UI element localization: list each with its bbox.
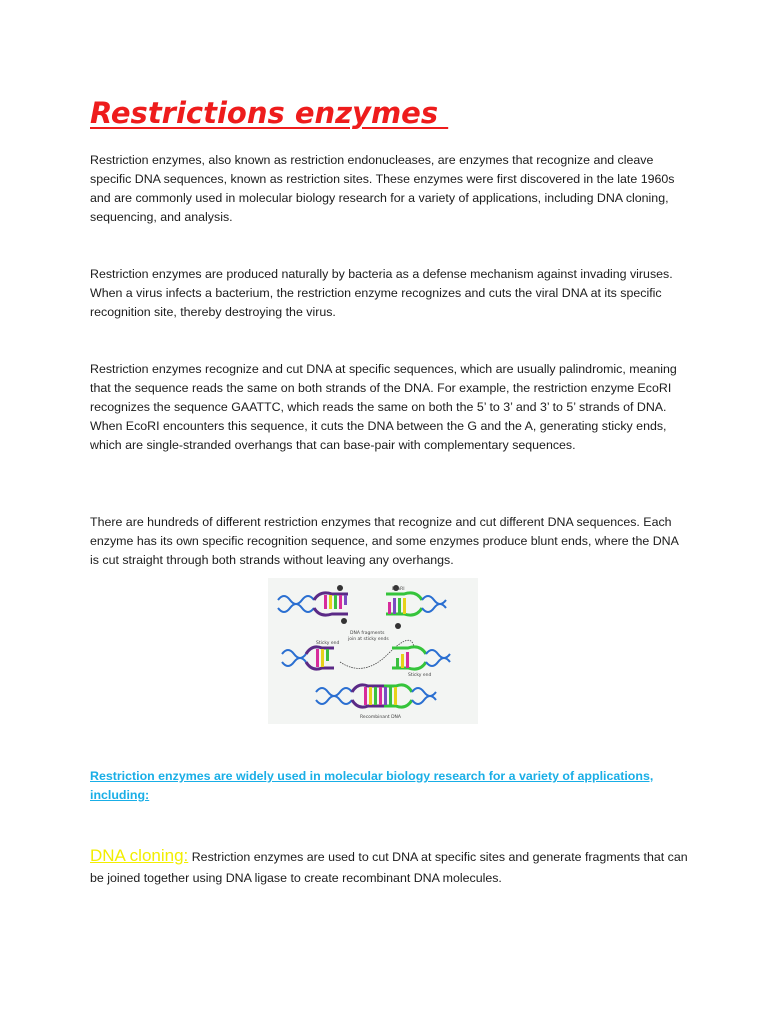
document-title: Restrictions enzymes	[90, 96, 449, 130]
dna-cloning-text: Restriction enzymes are used to cut DNA at specific sites and generate fragments that can be joined together using DNA ligase to create recombinant DNA molecules.	[90, 850, 688, 885]
dna-cloning-term: DNA cloning:	[90, 846, 189, 865]
sticky-end-left-label: Sticky end	[316, 641, 340, 646]
paragraph-origin: Restriction enzymes are produced naturally by bacteria as a defense mechanism against invading viruses. When a virus infects a bacterium, the restriction enzyme recognizes and cuts the viral DNA at its specific recognition site, thereby destroying the virus.	[90, 267, 673, 319]
fragments-label-line1: DNA fragments	[350, 631, 385, 636]
paragraph-variety: There are hundreds of different restriction enzymes that recognize and cut different DNA sequences. Each enzyme has its own specific recognition sequence, and some enzymes produce blunt ends, where the DNA is cut straight through both strands without leaving any overhangs.	[90, 515, 679, 567]
recombinant-label: Recombinant DNA	[360, 715, 401, 720]
fragments-label-line2: join at sticky ends	[348, 637, 389, 642]
dna-fragment-middle-left	[282, 647, 334, 669]
sticky-end-right-label: Sticky end	[408, 673, 432, 678]
restriction-enzyme-diagram	[268, 578, 478, 724]
paragraph-intro: Restriction enzymes, also known as restriction endonucleases, are enzymes that recognize and cleave specific DNA sequences, known as restriction sites. These enzymes were first discovered in the late 1960s and are commonly used in molecular biology research for a variety of applications, including DNA cloning, sequencing, and analysis.	[90, 153, 675, 224]
enzyme-label: EcoRI	[392, 587, 405, 592]
applications-heading-link[interactable]: Restriction enzymes are widely used in molecular biology research for a variety of applications, including:	[90, 769, 654, 802]
recombinant-dna	[316, 685, 436, 720]
dna-cloning-paragraph	[90, 845, 690, 889]
dna-fragment-middle-right	[392, 647, 450, 678]
dna-fragment-top-left	[278, 585, 348, 624]
paragraph-recognition: Restriction enzymes recognize and cut DNA at specific sequences, which are usually palindromic, meaning that the sequence reads the same on both strands of the DNA. For example, the restriction enzyme EcoRI recognizes the sequence GAATTC, which reads the same on both the 5’ to 3’ and 3’ to 5’ strands of DNA. When EcoRI encounters this sequence, it cuts the DNA between the G and the A, generating sticky ends, which are single-stranded overhangs that can base-pair with complementary sequences.	[90, 362, 677, 452]
dna-fragment-top-right	[386, 585, 446, 629]
